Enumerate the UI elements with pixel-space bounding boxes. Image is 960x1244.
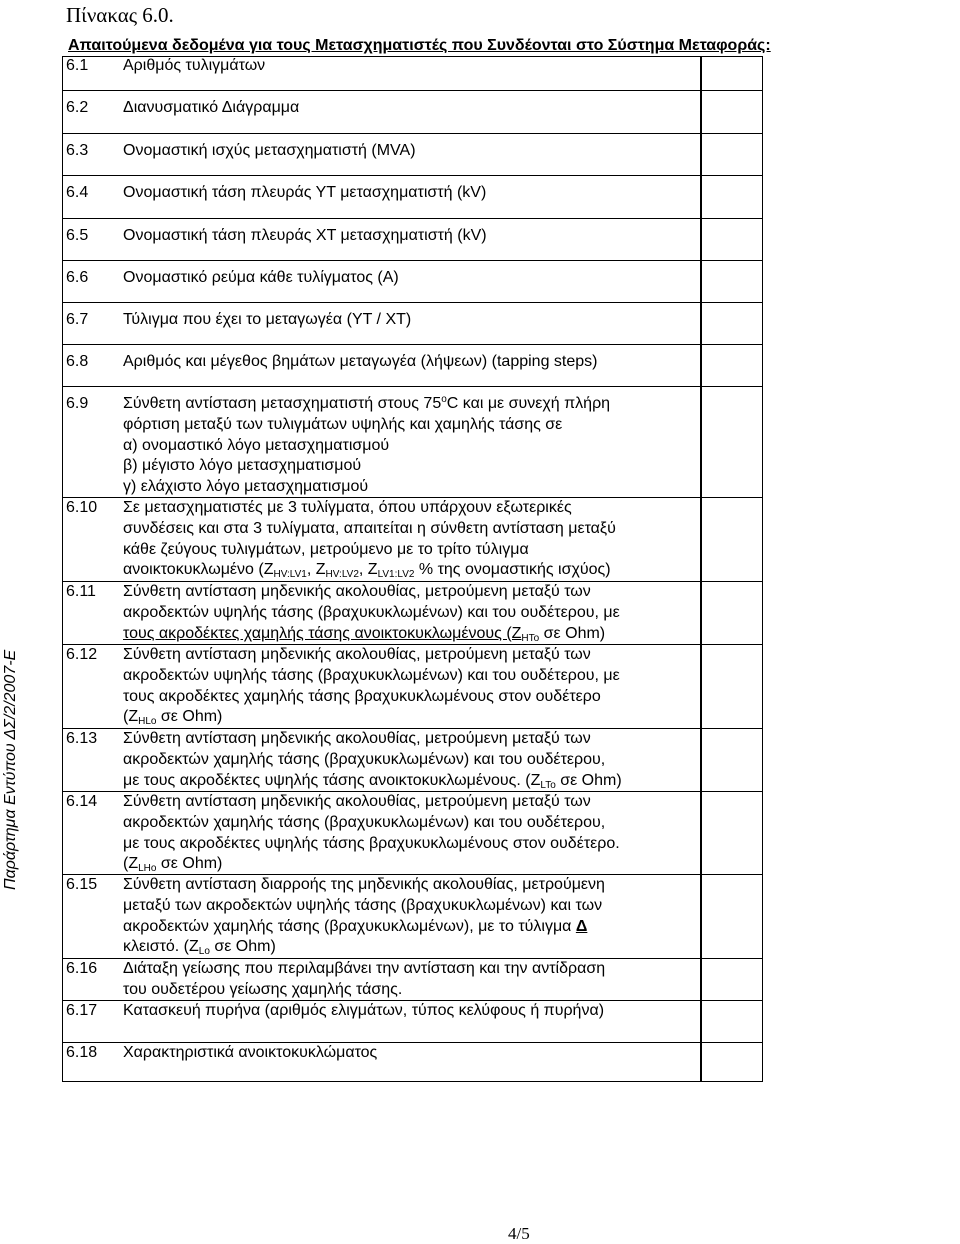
row-text: Σύνθετη αντίσταση μηδενικής ακολουθίας, μετρούμενη μεταξύ των bbox=[123, 646, 591, 663]
row-text: ακροδεκτών υψηλής τάσης (βραχυκυκλωμένων) και του ουδέτερου, με bbox=[123, 603, 620, 621]
row-divider bbox=[62, 874, 763, 875]
row-text: συνδέσεις και στα 3 τυλίγματα, απαιτείται η σύνθετη αντίσταση μεταξύ bbox=[123, 519, 616, 537]
row-number: 6.1 bbox=[66, 57, 89, 74]
row-number: 6.3 bbox=[66, 142, 89, 159]
row-text: Ονομαστική ισχύς μετασχηματιστή (MVA) bbox=[123, 142, 416, 159]
row-text: κάθε ζεύγους τυλιγμάτων, μετρούμενο με το τρίτο τύλιγμα bbox=[123, 540, 529, 558]
row-divider bbox=[62, 644, 763, 645]
row-text: ($Z_{HLo}$ σε Ohm) bbox=[123, 708, 223, 728]
row-divider bbox=[62, 386, 763, 387]
row-text: Ονομαστικό ρεύμα κάθε τυλίγματος (A) bbox=[123, 269, 399, 286]
row-text: φόρτιση μεταξύ των τυλιγμάτων υψηλής και χαμηλής τάσης σε bbox=[123, 415, 563, 433]
row-text: τους ακροδέκτες χαμηλής τάσης βραχυκυκλωμένους στον ουδέτερο bbox=[123, 687, 601, 705]
row-divider bbox=[62, 497, 763, 498]
row-text: γ) ελάχιστο λόγο μετασχηματισμού bbox=[123, 478, 369, 496]
row-divider bbox=[62, 958, 763, 959]
row-number: 6.12 bbox=[66, 646, 98, 663]
row-text: Σε μετασχηματιστές με 3 τυλίγματα, όπου υπάρχουν εξωτερικές bbox=[123, 499, 572, 516]
row-text: ($Z_{LHo}$ σε Ohm) bbox=[123, 855, 223, 875]
row-divider bbox=[62, 90, 763, 91]
row-text: Σύνθετη αντίσταση διαρροής της μηδενικής ακολουθίας, μετρούμενη bbox=[123, 876, 605, 893]
row-number: 6.10 bbox=[66, 499, 98, 516]
row-text: ανοικτοκυκλωμένο ($Z_{HV:LV1}$, $Z_{HV:LV2}$, $Z_{LV1:LV2}$ % της ονομαστικής ισχύος) bbox=[123, 561, 611, 581]
right-border bbox=[762, 56, 763, 1082]
row-text: β) μέγιστο λόγο μετασχηματισμού bbox=[123, 457, 362, 475]
row-divider bbox=[62, 1081, 763, 1082]
row-text: κλειστό. ($Z_{Lo}$ σε Ohm) bbox=[123, 938, 276, 958]
row-number: 6.4 bbox=[66, 184, 89, 201]
side-label: Παράρτημα Εντύπου ΔΣ/2/2007-Ε bbox=[2, 649, 19, 890]
row-divider bbox=[62, 133, 763, 134]
row-number: 6.17 bbox=[66, 1002, 98, 1019]
row-text: με τους ακροδέκτες υψηλής τάσης βραχυκυκλωμένους στον ουδέτερο. bbox=[123, 834, 620, 852]
row-text: Σύνθετη αντίσταση μηδενικής ακολουθίας, μετρούμενη μεταξύ των bbox=[123, 730, 591, 747]
row-text: Σύνθετη αντίσταση μηδενικής ακολουθίας, μετρούμενη μεταξύ των bbox=[123, 793, 591, 810]
row-text: Κατασκευή πυρήνα (αριθμός ελιγμάτων, τύπος κελύφους ή πυρήνα) bbox=[123, 1002, 605, 1019]
row-text: Τύλιγμα που έχει το μεταγωγέα (ΥΤ / ΧΤ) bbox=[123, 311, 412, 328]
row-number: 6.14 bbox=[66, 793, 98, 810]
row-text: τους ακροδέκτες χαμηλής τάσης ανοικτοκυκλωμένους ($Z_{HTo}$ σε Ohm) bbox=[123, 624, 606, 644]
row-text: Διανυσματικό Διάγραμμα bbox=[123, 99, 300, 116]
row-divider bbox=[62, 728, 763, 729]
row-divider bbox=[62, 791, 763, 792]
row-number: 6.5 bbox=[66, 227, 89, 244]
row-text: ακροδεκτών υψηλής τάσης (βραχυκυκλωμένων) και του ουδέτερου, με bbox=[123, 666, 620, 684]
row-text: με τους ακροδέκτες υψηλής τάσης ανοικτοκυκλωμένους. ($Z_{LTo}$ σε Ohm) bbox=[123, 771, 622, 791]
row-divider bbox=[62, 260, 763, 261]
row-number: 6.16 bbox=[66, 960, 98, 977]
row-number: 6.11 bbox=[66, 583, 96, 600]
row-divider bbox=[62, 175, 763, 176]
row-divider bbox=[62, 344, 763, 345]
row-text: μεταξύ των ακροδεκτών υψηλής τάσης (βραχυκυκλωμένων) και των bbox=[123, 896, 603, 914]
row-divider bbox=[62, 302, 763, 303]
row-text: ακροδεκτών χαμηλής τάσης (βραχυκυκλωμένων) και του ουδέτερου, bbox=[123, 813, 606, 831]
row-text: Σύνθετη αντίσταση μηδενικής ακολουθίας, μετρούμενη μεταξύ των bbox=[123, 583, 591, 600]
row-number: 6.2 bbox=[66, 99, 89, 116]
row-number: 6.18 bbox=[66, 1044, 98, 1061]
row-divider bbox=[62, 1000, 763, 1001]
row-text: Χαρακτηριστικά ανοικτοκυκλώματος bbox=[123, 1044, 378, 1061]
row-number: 6.9 bbox=[66, 395, 89, 412]
page-number: 4/5 bbox=[508, 1224, 530, 1243]
row-number: 6.8 bbox=[66, 353, 89, 370]
row-number: 6.7 bbox=[66, 311, 89, 328]
row-text: ακροδεκτών χαμηλής τάσης (βραχυκυκλωμένων), με το τύλιγμα Δ bbox=[123, 917, 588, 935]
row-text: του ουδετέρου γείωσης χαμηλής τάσης. bbox=[123, 980, 403, 998]
page-title: Πίνακας 6.0. bbox=[66, 3, 174, 27]
row-text: α) ονομαστικό λόγο μετασχηματισμού bbox=[123, 436, 390, 454]
row-number: 6.15 bbox=[66, 876, 98, 893]
row-text: Διάταξη γείωσης που περιλαμβάνει την αντίσταση και την αντίδραση bbox=[123, 960, 606, 977]
row-text: ακροδεκτών χαμηλής τάσης (βραχυκυκλωμένων) και του ουδέτερου, bbox=[123, 750, 606, 768]
row-text: Αριθμός και μέγεθος βημάτων μεταγωγέα (λήψεων) (tapping steps) bbox=[123, 353, 598, 370]
row-divider bbox=[62, 218, 763, 219]
table-heading: Απαιτούμενα δεδομένα για τους Μετασχηματιστές που Συνδέονται στο Σύστημα Μεταφοράς: bbox=[68, 37, 771, 54]
row-divider bbox=[62, 581, 763, 582]
row-text: Σύνθετη αντίσταση μετασχηματιστή στους 75$^o$C και με συνεχή πλήρη bbox=[123, 394, 611, 412]
row-divider bbox=[62, 1042, 763, 1043]
row-text: Ονομαστική τάση πλευράς ΥΤ μετασχηματιστή (kV) bbox=[123, 184, 487, 201]
row-number: 6.6 bbox=[66, 269, 89, 286]
row-number: 6.13 bbox=[66, 730, 98, 747]
row-text: Ονομαστική τάση πλευράς ΧΤ μετασχηματιστή (kV) bbox=[123, 227, 487, 244]
row-text: Αριθμός τυλιγμάτων bbox=[123, 57, 266, 74]
